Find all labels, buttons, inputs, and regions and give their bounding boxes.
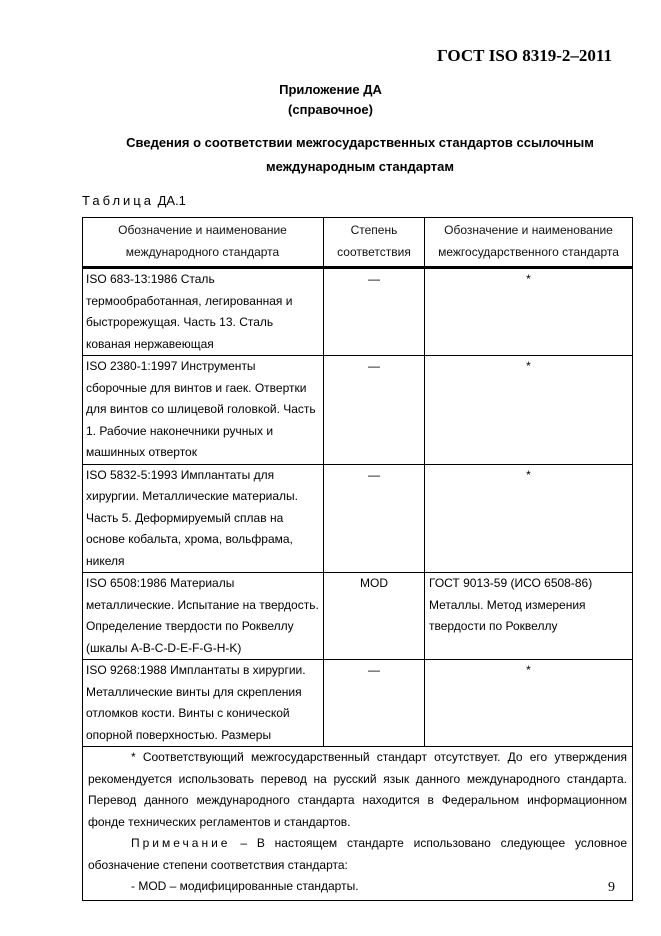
cell-interstate: * [425,356,633,465]
header-international-standard [83,218,324,268]
cell-international: ISO 6508:1986 Материалы металлические. Испытание на твердость. Определение твердости по Роквеллу (шкалы A-B-C-D-E-F-G-H-K) [83,573,324,660]
appendix-title: Приложение ДА [279,82,382,97]
cell-interstate: * [425,660,633,747]
section-title [60,131,660,179]
header-text: Обозначение и наименование [444,223,613,237]
cell-international: ISO 5832-5:1993 Имплантаты для хирургии. Металлические материалы. Часть 5. Деформируемый сплав на основе кобальта, хрома, вольфрама, никеля [83,464,324,573]
header-text: Обозначение и наименование [118,223,287,237]
section-title-line-1: Сведения о соответствии межгосударственных стандартов ссылочным [126,135,594,150]
cell-degree: — [324,268,425,356]
table-row [83,660,633,747]
cell-degree: MOD [324,573,425,660]
section-title-line-2: международным стандартам [266,159,454,174]
cell-interstate: ГОСТ 9013-59 (ИСО 6508-86) Металлы. Метод измерения твердости по Роквеллу [425,573,633,660]
table-footnote-cell [83,747,633,901]
table-header-row [83,218,633,268]
table-row [83,464,633,573]
header-degree [324,218,425,268]
table-caption-number: ДА.1 [153,193,186,208]
note-text: – В настоящем стандарте использовано следующее условное обозначение степени соответствия стандарта: [88,836,627,872]
correspondence-table [82,217,633,901]
page-number: 9 [608,880,615,895]
document-code: ГОСТ ISO 8319-2–2011 [437,46,612,65]
cell-interstate: * [425,268,633,356]
table-caption [82,193,186,208]
table-row [83,573,633,660]
cell-international: ISO 2380-1:1997 Инструменты сборочные для винтов и гаек. Отвертки для винтов со шлицевой головкой. Часть 1. Рабочие наконечники ручных и машинных отверток [83,356,324,465]
cell-international: ISO 9268:1988 Имплантаты в хирургии. Металлические винты для скрепления отломков кости. Винты с конической опорной поверхностью. Размеры [83,660,324,747]
appendix-subtitle: (справочное) [288,102,373,117]
cell-international: ISO 683-13:1986 Сталь термообработанная, легированная и быстрорежущая. Часть 13. Сталь кованая нержавеющая [83,268,324,356]
cell-degree: — [324,660,425,747]
cell-interstate: * [425,464,633,573]
header-text: межгосударственного стандарта [438,244,619,259]
note-paragraph [88,833,627,876]
table-caption-word: Таблица [82,193,154,208]
header-text: Степень [350,223,398,237]
cell-degree: — [324,356,425,465]
cell-degree: — [324,464,425,573]
footnote-text: * Соответствующий межгосударственный стандарт отсутствует. До его утверждения рекомендуется использовать перевод на русский язык данного международного стандарта. Перевод данного международного стандарта находится в Федеральном информационном фонде технических регламентов и стандартов. [88,750,627,829]
note-label: Примечание [131,836,231,850]
table-row [83,268,633,356]
header-text: соответствия [337,244,411,259]
header-text: международного стандарта [125,244,280,259]
table-footnote-row [83,747,633,901]
table-row [83,356,633,465]
header-interstate-standard [425,218,633,268]
note-item: - MOD – модифицированные стандарты. [131,879,359,893]
